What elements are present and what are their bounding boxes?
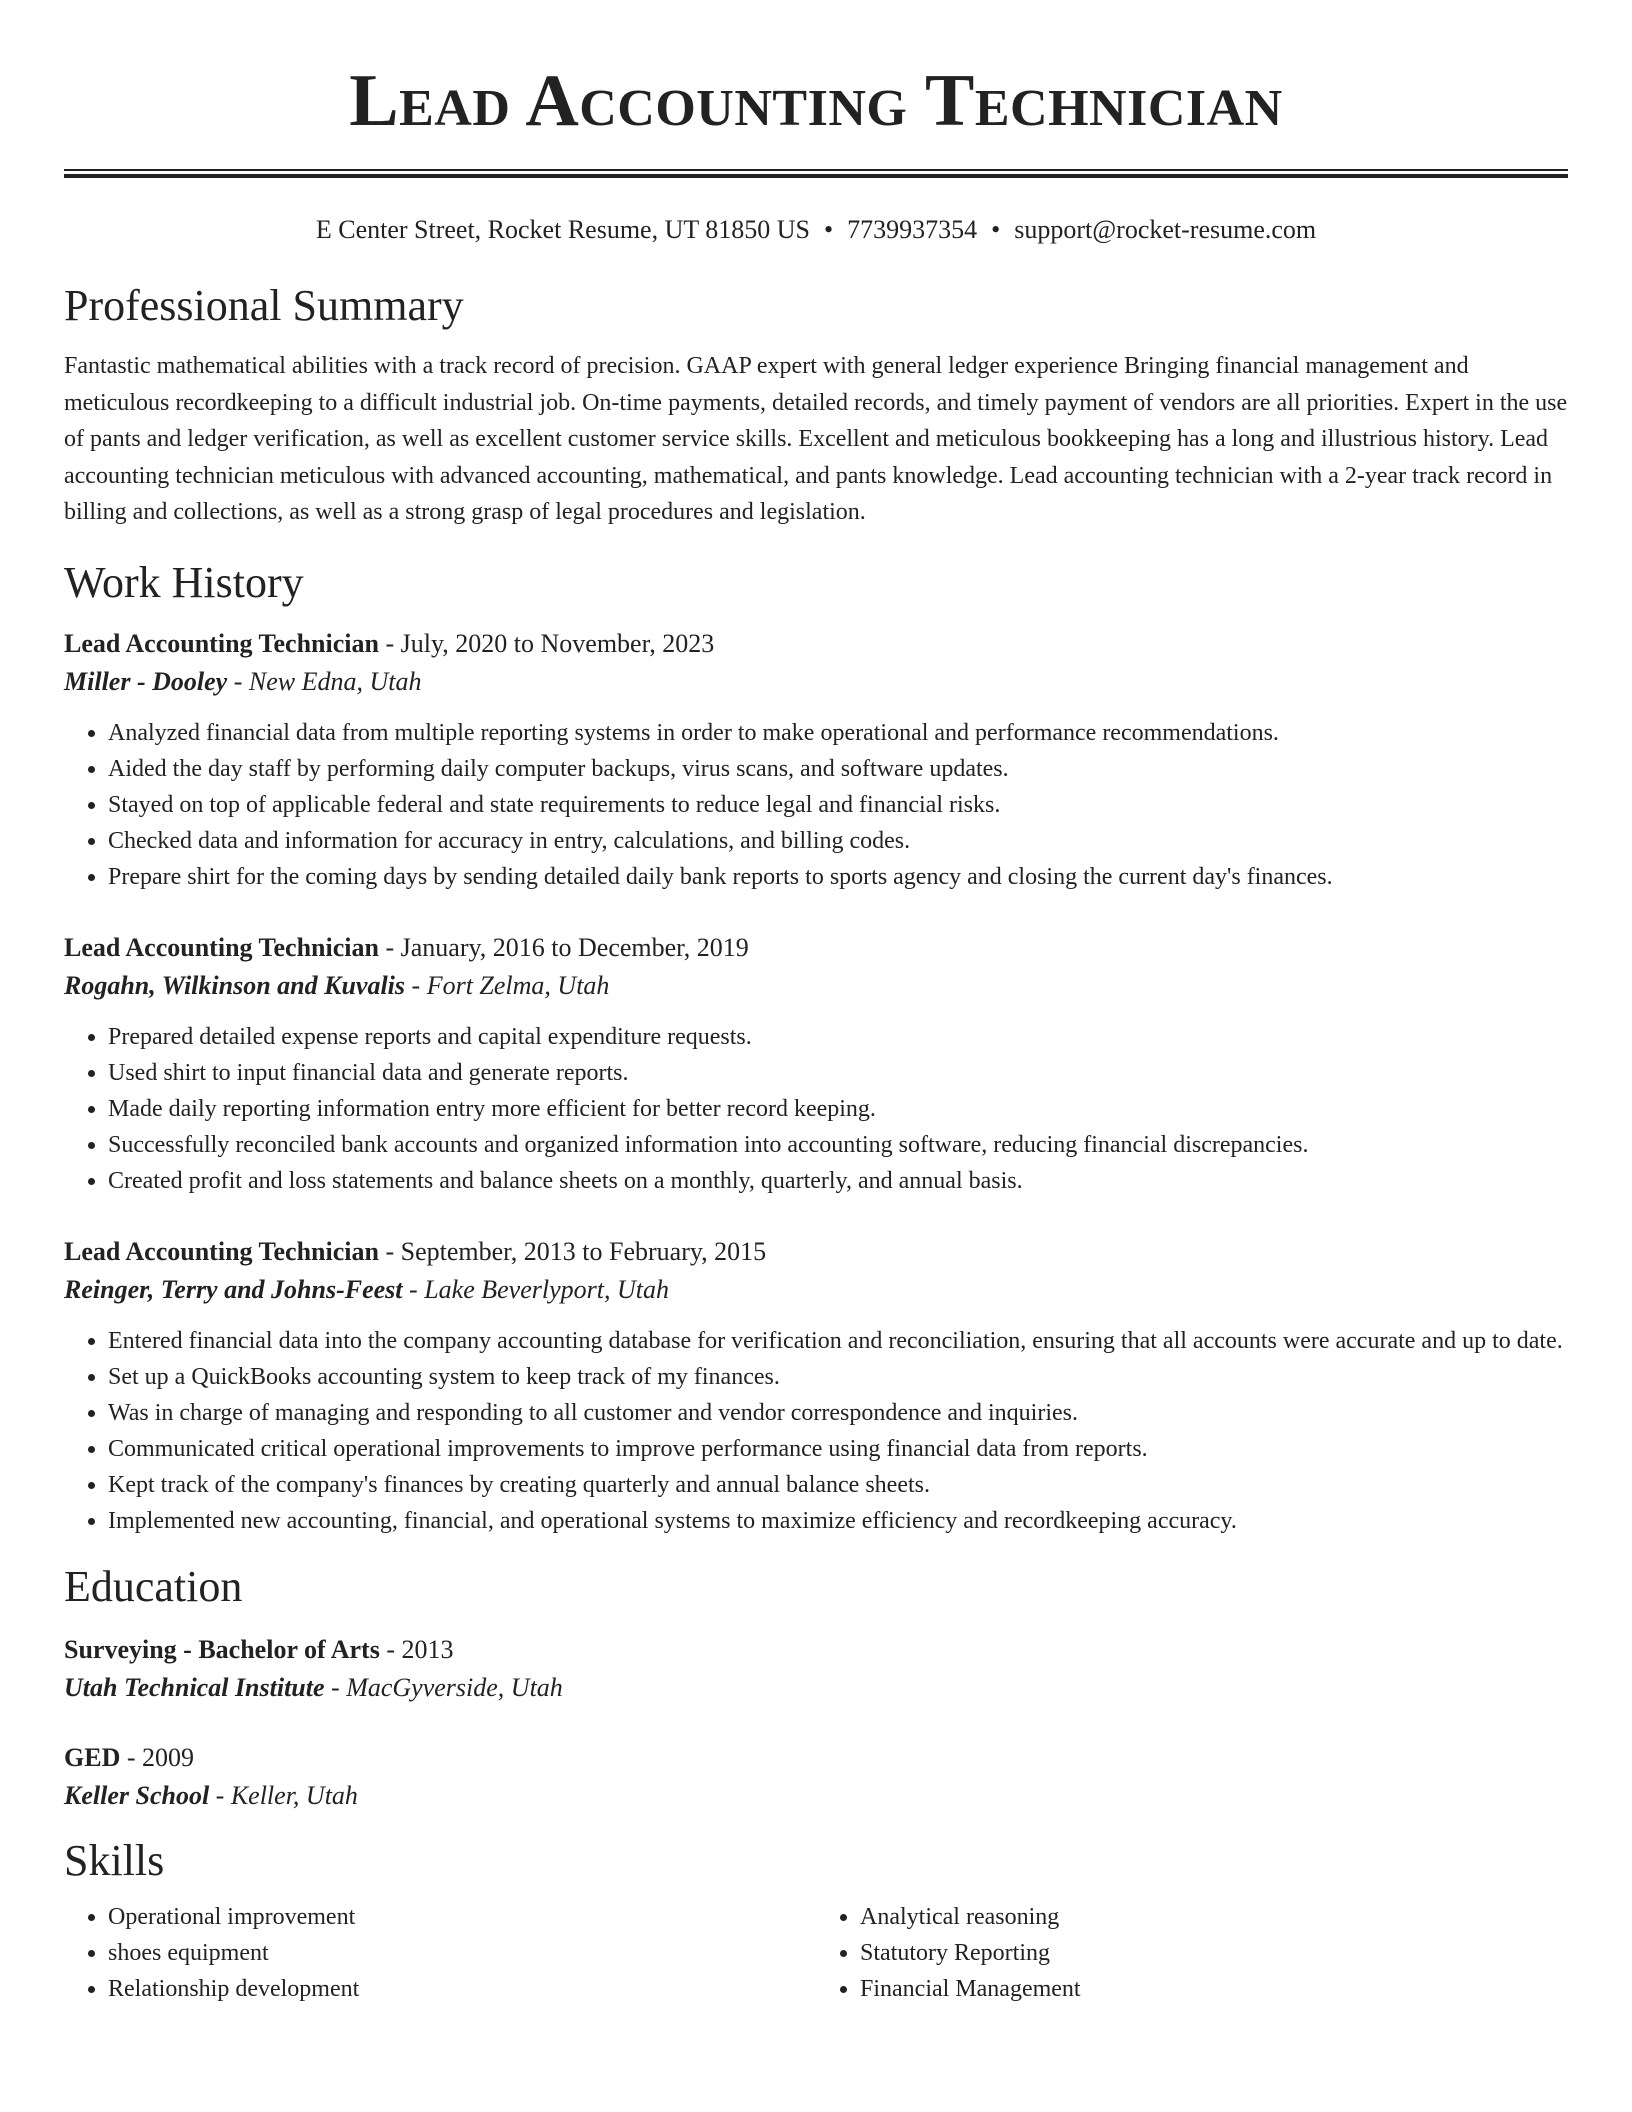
list-item: • Analytical reasoning [860, 1899, 1568, 1935]
job-dates: - January, 2016 to December, 2019 [378, 932, 749, 962]
work-history-heading: Work History [64, 557, 304, 607]
list-item: • Entered financial data into the company accounting database for verification and reconciliation, ensuring that all accounts were accurate and up to date. [108, 1323, 1568, 1359]
summary-text: Fantastic mathematical abilities with a track record of precision. GAAP expert with general ledger experience Bringing financial management and meticulous recordkeeping to a difficult industrial job. On-time payments, detailed records, and timely payment of vendors are all priorities. Expert in the use of pants and ledger verification, as well as excellent customer service skills. Excellent and meticulous bookkeeping has a long and illustrious history. Lead accounting technician meticulous with advanced accounting, mathematical, and pants knowledge. Lead accounting technician with a 2-year track record in billing and collections, as well as a strong grasp of legal procedures and legislation. [64, 353, 1568, 525]
education-heading: Education [64, 1561, 243, 1611]
job-dates: - July, 2020 to November, 2023 [378, 628, 715, 658]
job-company: Reinger, Terry and Johns-Feest [64, 1274, 403, 1304]
list-item: • Financial Management [860, 1971, 1568, 2007]
job-title-line [64, 929, 1568, 967]
job-title: Lead Accounting Technician [64, 932, 379, 962]
list-item: • Successfully reconciled bank accounts and organized information into accounting software, reducing financial discrepancies. [108, 1127, 1568, 1163]
job-title: Lead Accounting Technician [64, 1236, 379, 1266]
degree-line [64, 1739, 1568, 1777]
list-item: • Stayed on top of applicable federal and state requirements to reduce legal and financial risks. [108, 787, 1568, 823]
list-item: • Set up a QuickBooks accounting system to keep track of my finances. [108, 1359, 1568, 1395]
list-item: • Kept track of the company's finances by creating quarterly and annual balance sheets. [108, 1467, 1568, 1503]
title-divider [64, 169, 1568, 178]
skills-list [64, 1899, 1568, 2007]
job-bullets [64, 1323, 1568, 1539]
page-title: Lead Accounting Technician [349, 60, 1283, 142]
job-title-line [64, 1233, 1568, 1271]
degree: GED [64, 1742, 121, 1772]
school-line [64, 1777, 1568, 1815]
list-item: • Operational improvement [108, 1899, 816, 1935]
education-entry [64, 1739, 1568, 1815]
skills-column-left [64, 1899, 816, 2007]
job-company: Rogahn, Wilkinson and Kuvalis [64, 970, 406, 1000]
degree-year: - 2013 [379, 1634, 454, 1664]
education-entry [64, 1631, 1568, 1707]
list-item: • Prepared detailed expense reports and capital expenditure requests. [108, 1019, 1568, 1055]
skills-column-right [816, 1899, 1568, 2007]
school-location: - Keller, Utah [209, 1780, 358, 1810]
list-item: • Created profit and loss statements and balance sheets on a monthly, quarterly, and annual basis. [108, 1163, 1568, 1199]
job-title-line [64, 625, 1568, 663]
list-item: • Communicated critical operational improvements to improve performance using financial data from reports. [108, 1431, 1568, 1467]
list-item: • Was in charge of managing and responding to all customer and vendor correspondence and inquiries. [108, 1395, 1568, 1431]
job-entry [64, 625, 1568, 895]
list-item: • Prepare shirt for the coming days by sending detailed daily bank reports to sports agency and closing the current day's finances. [108, 859, 1568, 895]
job-location: - New Edna, Utah [227, 666, 422, 696]
school-location: - MacGyverside, Utah [324, 1672, 563, 1702]
school-line [64, 1669, 1568, 1707]
list-item: • Checked data and information for accuracy in entry, calculations, and billing codes. [108, 823, 1568, 859]
skills-heading: Skills [64, 1835, 165, 1885]
degree: Surveying - Bachelor of Arts [64, 1634, 380, 1664]
job-title: Lead Accounting Technician [64, 628, 379, 658]
job-company-line [64, 1271, 1568, 1309]
list-item: • Used shirt to input financial data and generate reports. [108, 1055, 1568, 1091]
list-item: • Implemented new accounting, financial, and operational systems to maximize efficiency and recordkeeping accuracy. [108, 1503, 1568, 1539]
list-item: • Made daily reporting information entry more efficient for better record keeping. [108, 1091, 1568, 1127]
job-entry [64, 1233, 1568, 1539]
degree-year: - 2009 [120, 1742, 195, 1772]
job-bullets [64, 715, 1568, 895]
job-dates: - September, 2013 to February, 2015 [378, 1236, 767, 1266]
school: Keller School [64, 1780, 210, 1810]
contact-address: E Center Street, Rocket Resume, UT 81850 US [315, 215, 811, 244]
summary-heading: Professional Summary [64, 281, 464, 330]
job-bullets [64, 1019, 1568, 1199]
job-company-line [64, 967, 1568, 1005]
contact-phone: 7739937354 [847, 215, 978, 244]
contact-separator: • [991, 215, 1001, 244]
job-company-line [64, 663, 1568, 701]
contact-email: support@rocket-resume.com [1014, 215, 1317, 244]
school: Utah Technical Institute [64, 1672, 325, 1702]
list-item: • Statutory Reporting [860, 1935, 1568, 1971]
degree-line [64, 1631, 1568, 1669]
list-item: • Aided the day staff by performing daily computer backups, virus scans, and software updates. [108, 751, 1568, 787]
list-item: • Relationship development [108, 1971, 816, 2007]
contact-line [64, 214, 1568, 246]
job-entry [64, 929, 1568, 1199]
list-item: • Analyzed financial data from multiple reporting systems in order to make operational and performance recommendations. [108, 715, 1568, 751]
job-location: - Lake Beverlyport, Utah [402, 1274, 669, 1304]
contact-separator: • [824, 215, 834, 244]
job-location: - Fort Zelma, Utah [405, 970, 610, 1000]
job-company: Miller - Dooley [64, 666, 228, 696]
list-item: • shoes equipment [108, 1935, 816, 1971]
